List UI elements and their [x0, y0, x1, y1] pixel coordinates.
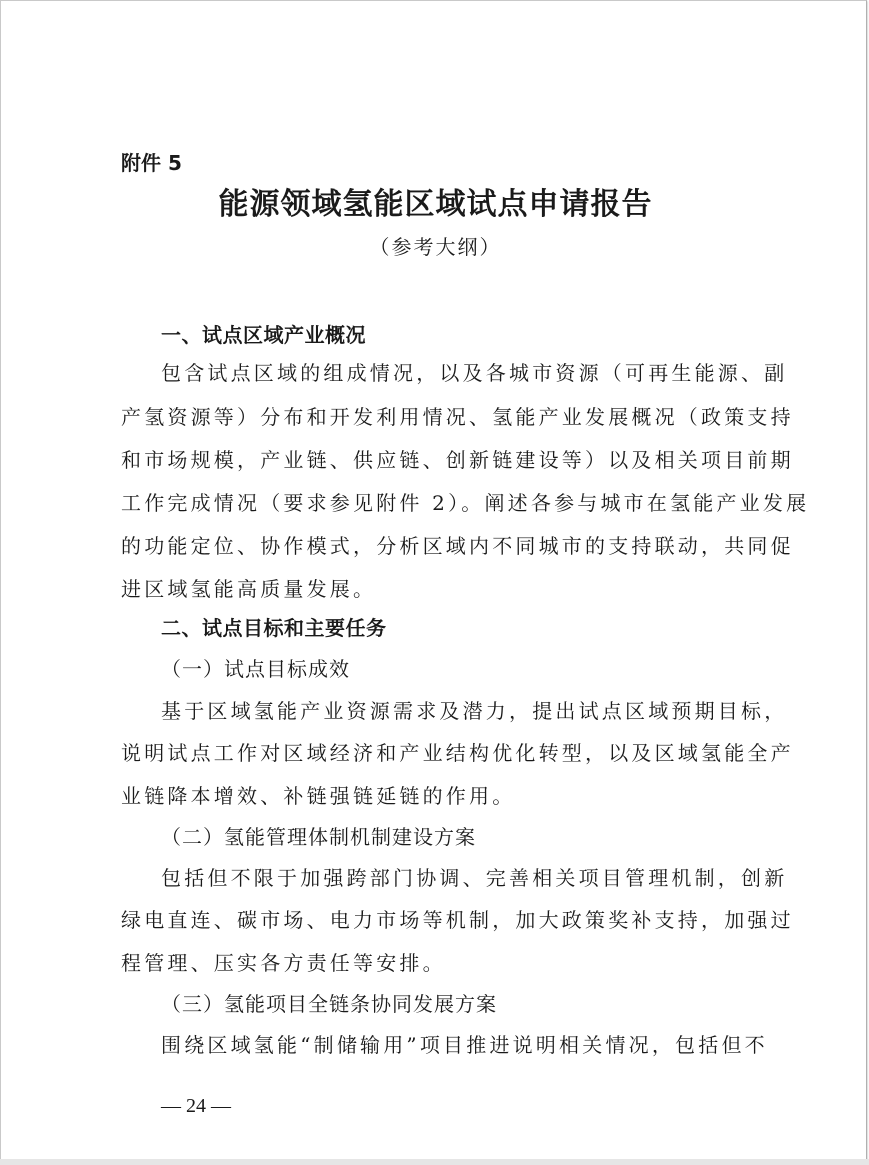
paragraph-line: 绿电直连、碳市场、电力市场等机制，加大政策奖补支持，加强过: [121, 908, 794, 932]
paragraph-line: 围绕区域氢能“制储输用”项目推进说明相关情况，包括但不: [161, 1033, 768, 1057]
paragraph-line: 产氢资源等）分布和开发利用情况、氢能产业发展概况（政策支持: [121, 405, 794, 429]
subsection-heading-3: （三）氢能项目全链条协同发展方案: [161, 992, 497, 1016]
subsection-heading-2: （二）氢能管理体制机制建设方案: [161, 825, 476, 849]
paragraph-line: 程管理、压实各方责任等安排。: [121, 951, 446, 975]
subsection-heading-1: （一）试点目标成效: [161, 657, 350, 681]
section-heading-2: 二、试点目标和主要任务: [161, 616, 387, 640]
paragraph-line: 包含试点区域的组成情况，以及各城市资源（可再生能源、副: [161, 361, 788, 385]
document-subtitle: （参考大纲）: [369, 235, 502, 259]
paragraph-line: 进区域氢能高质量发展。: [121, 577, 377, 601]
section-heading-1: 一、试点区域产业概况: [161, 323, 366, 347]
paragraph-line: 基于区域氢能产业资源需求及潜力，提出试点区域预期目标，: [161, 699, 788, 723]
document-title: 能源领域氢能区域试点申请报告: [218, 187, 653, 222]
paragraph-line: 业链降本增效、补链强链延链的作用。: [121, 784, 516, 808]
paragraph-line: 和市场规模，产业链、供应链、创新链建设等）以及相关项目前期: [121, 448, 794, 472]
paragraph-line: 说明试点工作对区域经济和产业结构优化转型，以及区域氢能全产: [121, 741, 794, 765]
paragraph-line: 包括但不限于加强跨部门协调、完善相关项目管理机制，创新: [161, 866, 788, 890]
attachment-label: 附件 5: [121, 151, 182, 175]
paragraph-line: 的功能定位、协作模式，分析区域内不同城市的支持联动，共同促: [121, 534, 794, 558]
page-bottom-strip: [0, 1159, 869, 1165]
page-number: — 24 —: [161, 1095, 231, 1117]
paragraph-line: 工作完成情况（要求参见附件 2）。阐述各参与城市在氢能产业发展: [121, 491, 810, 515]
